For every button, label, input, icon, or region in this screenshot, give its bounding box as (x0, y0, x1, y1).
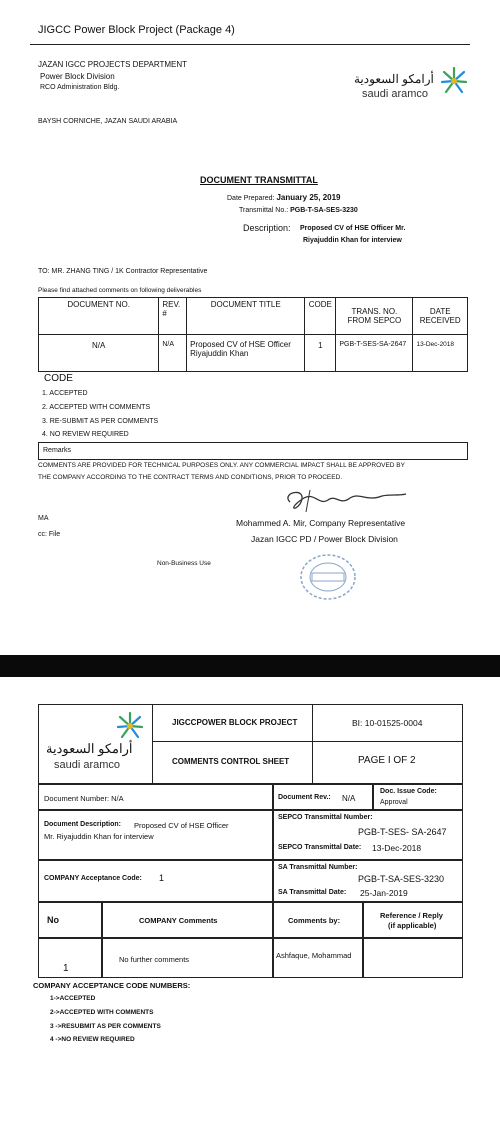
description-line-2: Riyajuddin Khan for interview (303, 237, 402, 244)
sa-transmittal-cell (273, 860, 463, 902)
signer-name: Mohammed A. Mir, Company Representative (236, 518, 406, 528)
header-document-no: DOCUMENT NO. (39, 298, 159, 335)
sa-date-label: SA Transmittal Date: (278, 889, 347, 896)
header-code: CODE (305, 298, 336, 335)
code-item: 2. ACCEPTED WITH COMMENTS (42, 404, 151, 411)
header-date-received: DATE RECEIVED (413, 298, 468, 335)
codes-heading: COMPANY ACCEPTANCE CODE NUMBERS: (33, 981, 191, 990)
code-number-item: 1->ACCEPTED (50, 995, 96, 1002)
logo-latin: saudi aramco (54, 759, 121, 771)
col-comments-by: Comments by: (273, 902, 363, 938)
logo-arabic: أرامكو السعودية (46, 741, 133, 756)
remarks-label: Remarks (43, 447, 72, 454)
sa-date-value: 25-Jan-2019 (360, 888, 408, 898)
sepco-date-value: 13-Dec-2018 (372, 843, 422, 853)
signer-org: Jazan IGCC PD / Power Block Division (251, 534, 398, 544)
remarks-box (38, 442, 468, 460)
document-title: DOCUMENT TRANSMITTAL (200, 175, 318, 185)
description-label: Description: (243, 223, 291, 233)
acceptance-cell (38, 860, 273, 902)
saudi-aramco-logo-icon (440, 66, 468, 96)
code-heading: CODE (44, 373, 73, 384)
header-title: JIGCC Power Block Project (Package 4) (38, 24, 235, 36)
classification: Non-Business Use (157, 560, 211, 567)
cell-trans-no: PGB-T-SES-SA-2647 (336, 335, 413, 372)
issue-code-label: Doc. Issue Code: (380, 788, 437, 795)
doc-rev-value: N/A (342, 794, 356, 803)
address: BAYSH CORNICHE, JAZAN SAUDI ARABIA (38, 118, 178, 125)
cell-code: 1 (305, 335, 336, 372)
table-row-reference (363, 938, 463, 978)
sepco-cell (273, 810, 463, 860)
logo-latin: saudi aramco (362, 88, 429, 100)
sheet-title: COMMENTS CONTROL SHEET (172, 757, 290, 766)
doc-number: Document Number: N/A (44, 794, 124, 803)
bottom-logo (40, 711, 150, 771)
header-document-title: DOCUMENT TITLE (187, 298, 305, 335)
code-number-item: 3 ->RESUBMIT AS PER COMMENTS (50, 1023, 161, 1030)
desc-line-1: Proposed CV of HSE Officer (134, 821, 229, 830)
deliverables-table (38, 297, 468, 372)
table-row-comment: No further comments (102, 938, 273, 978)
sa-num-value: PGB-T-SA-SES-3230 (358, 874, 445, 884)
signature-icon (270, 482, 410, 518)
comments-note-2: THE COMPANY ACCORDING TO THE CONTRACT TERMS AND CONDITIONS, PRIOR TO PROCEED. (38, 474, 343, 481)
doc-rev-label: Document Rev.: (278, 794, 331, 801)
desc-label: Document Description: (44, 821, 122, 828)
saudi-aramco-logo (340, 66, 470, 106)
table-row-no: 1 (38, 938, 102, 978)
stamp-icon (298, 552, 358, 602)
page-separator (0, 655, 500, 677)
transmittal-no-label: Transmittal No.: (239, 207, 289, 214)
date-prepared-value: January 25, 2019 (276, 193, 341, 202)
header-rev: REV. # (159, 298, 187, 335)
comments-note-1: COMMENTS ARE PROVIDED FOR TECHNICAL PURPOSES ONLY. ANY COMMERCIAL IMPACT SHALL BE APPROVED BY (38, 462, 405, 469)
issue-code-value: Approval (380, 799, 408, 806)
transmittal-no-value: PGB-T-SA-SES-3230 (290, 207, 358, 214)
project-title: JIGCCPOWER BLOCK PROJECT (172, 718, 298, 727)
table-row (39, 335, 468, 372)
page-number: PAGE I OF 2 (358, 755, 416, 766)
cell-rev: N/A (159, 335, 187, 372)
description-cell (38, 810, 273, 860)
header-trans-no: TRANS. NO. FROM SEPCO (336, 298, 413, 335)
initials: MA (38, 515, 49, 522)
saudi-aramco-logo-icon (116, 711, 144, 741)
cell-date-received: 13-Dec-2018 (413, 335, 468, 372)
logo-arabic: أرامكو السعودية (354, 72, 434, 86)
desc-line-2: Mr. Riyajuddin Khan for interview (44, 832, 154, 841)
date-prepared-label: Date Prepared: (227, 195, 275, 202)
cell-document-no: N/A (39, 335, 159, 372)
doc-rev-cell (273, 784, 373, 810)
col-comments: COMPANY Comments (102, 902, 273, 938)
col-reference: Reference / Reply (if applicable) (363, 902, 463, 938)
sepco-date-label: SEPCO Transmittal Date: (278, 844, 362, 851)
table-header-row (39, 298, 468, 335)
acceptance-label: COMPANY Acceptance Code: (44, 875, 142, 882)
sa-num-label: SA Transmittal Number: (278, 864, 358, 871)
code-number-item: 2->ACCEPTED WITH COMMENTS (50, 1009, 154, 1016)
issue-code-cell (373, 784, 463, 810)
department: JAZAN IGCC PROJECTS DEPARTMENT (38, 60, 188, 69)
table-row-by: Ashfaque, Mohammad (273, 938, 363, 978)
description-line-1: Proposed CV of HSE Officer Mr. (300, 225, 406, 232)
code-item: 3. RE-SUBMIT AS PER COMMENTS (42, 418, 159, 425)
building: RCO Administration Bldg. (40, 84, 120, 91)
code-item: 4. NO REVIEW REQUIRED (42, 431, 129, 438)
to-line: TO: MR. ZHANG TING / 1K Contractor Representative (38, 268, 208, 275)
doc-number-cell (38, 784, 273, 810)
bi-number: BI: 10-01525-0004 (352, 718, 423, 728)
sepco-num-label: SEPCO Transmittal Number: (278, 814, 373, 821)
code-number-item: 4 ->NO REVIEW REQUIRED (50, 1036, 135, 1043)
comments-control-sheet-page (0, 677, 500, 1134)
sepco-num-value: PGB-T-SES- SA-2647 (358, 827, 447, 837)
find-line: Please find attached comments on following deliverables (38, 287, 202, 294)
cell-document-title: Proposed CV of HSE Officer Riyajuddin Khan (187, 335, 305, 372)
acceptance-value: 1 (159, 873, 165, 883)
code-item: 1. ACCEPTED (42, 390, 88, 397)
division: Power Block Division (40, 72, 115, 81)
col-no: No (38, 902, 102, 938)
cc-line: cc: File (38, 531, 61, 538)
